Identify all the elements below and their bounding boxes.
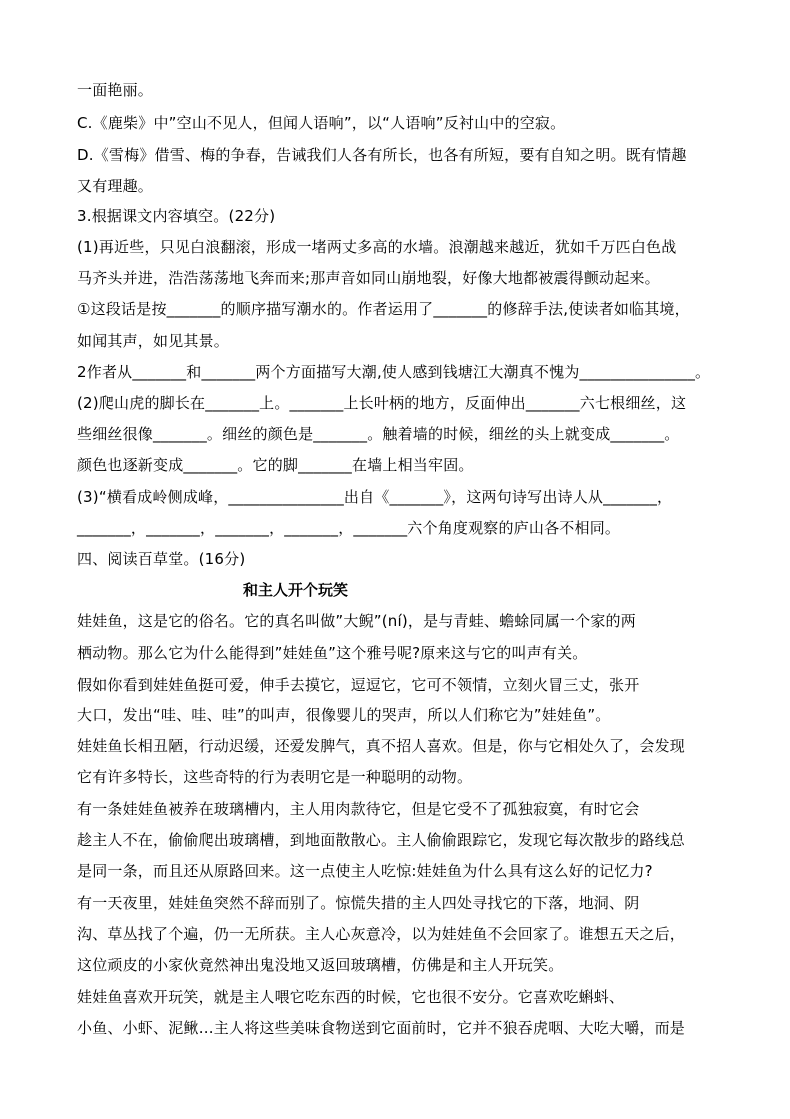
story-line: 沟、草丛找了个遍，仍一无所获。主人心灰意冷，以为娃娃鱼不会回家了。谁想五天之后， <box>77 925 686 943</box>
fill-blank-line: _______，_______，_______，_______，_______六个角度观察的庐山各不相同。 <box>77 519 621 537</box>
story-line: 大口，发出“哇、哇、哇”的叫声，很像婴儿的哭声，所以人们称它为”娃娃鱼”。 <box>77 706 611 724</box>
section-heading: 四、阅读百草堂。(16分) <box>77 550 246 568</box>
story-line: 有一天夜里，娃娃鱼突然不辞而别了。惊慌失措的主人四处寻找它的下落，地洞、阴 <box>77 894 640 912</box>
text-line: (1)再近些，只见白浪翻滚，形成一堵两丈多高的水墙。浪潮越来越近，犹如千万匹白色战 <box>77 238 677 256</box>
fill-blank-line: (3)“横看成岭侧成峰，_______________出自《_______》，这两句诗写出诗人从_______， <box>77 488 673 506</box>
story-line: 有一条娃娃鱼被养在玻璃槽内，主人用肉款待它，但是它受不了孤独寂寞，有时它会 <box>77 800 640 818</box>
story-line: 娃娃鱼，这是它的俗名。它的真名叫做”大鲵”(ní)，是与青蛙、蟾蜍同属一个家的两 <box>77 612 636 630</box>
story-title: 和主人开个玩笑 <box>243 581 349 599</box>
story-line: 是同一条，而且还从原路回来。这一点使主人吃惊:娃娃鱼为什么具有这么好的记忆力? <box>77 862 653 880</box>
fill-blank-line: 2作者从_______和_______两个方面描写大潮,使人感到钱塘江大潮真不愧为_______________。 <box>77 363 711 381</box>
question-heading: 3.根据课文内容填空。(22分) <box>77 207 276 225</box>
text-line: 马齐头并进，浩浩荡荡地飞奔而来;那声音如同山崩地裂，好像大地都被震得颤动起来。 <box>77 269 660 287</box>
text-line: D.《雪梅》借雪、梅的争春，告诫我们人各有所长，也各有所短，要有自知之明。既有情趣 <box>77 146 687 164</box>
text-line: 一面艳丽。 <box>77 81 154 99</box>
fill-blank-line: 颜色也逐新变成_______。它的脚_______在墙上相当牢固。 <box>77 456 474 474</box>
text-line: 又有理趣。 <box>77 177 154 195</box>
story-line: 这位顽皮的小家伙竟然神出鬼没地又返回玻璃槽，仿佛是和主人开玩笑。 <box>77 956 564 974</box>
fill-blank-line: 些细丝很像_______。细丝的颜色是_______。触着墙的时候，细丝的头上就变成_______。 <box>77 425 680 443</box>
story-line: 小鱼、小虾、泥鳅…主人将这些美味食物送到它面前时，它并不狼吞虎咽、大吃大嚼，而是 <box>77 1019 686 1037</box>
story-line: 栖动物。那么它为什么能得到”娃娃鱼”这个雅号呢?原来这与它的叫声有关。 <box>77 644 588 662</box>
fill-blank-line: (2)爬山虎的脚长在_______上。_______上长叶柄的地方，反面伸出_______六七根细丝，这 <box>77 394 687 412</box>
fill-blank-line: ①这段话是按_______的顺序描写潮水的。作者运用了_______的修辞手法,使读者如临其境， <box>77 300 690 318</box>
story-line: 假如你看到娃娃鱼挺可爱，伸手去摸它，逗逗它，它可不领情，立刻火冒三丈，张开 <box>77 676 640 694</box>
story-line: 趁主人不在，偷偷爬出玻璃槽，到地面散散心。主人偷偷跟踪它，发现它每次散步的路线总 <box>77 831 686 849</box>
story-line: 娃娃鱼长相丑陋，行动迟缓，还爱发脾气，真不招人喜欢。但是，你与它相处久了，会发现 <box>77 737 686 755</box>
story-line: 娃娃鱼喜欢开玩笑，就是主人喂它吃东西的时候，它也很不安分。它喜欢吃蝌蚪、 <box>77 988 625 1006</box>
text-line: C.《鹿柴》中”空山不见人，但闻人语响”，以“人语响”反衬山中的空寂。 <box>77 114 566 132</box>
text-line: 如闻其声，如见其景。 <box>77 332 230 350</box>
story-line: 它有许多特长，这些奇特的行为表明它是一种聪明的动物。 <box>77 768 473 786</box>
